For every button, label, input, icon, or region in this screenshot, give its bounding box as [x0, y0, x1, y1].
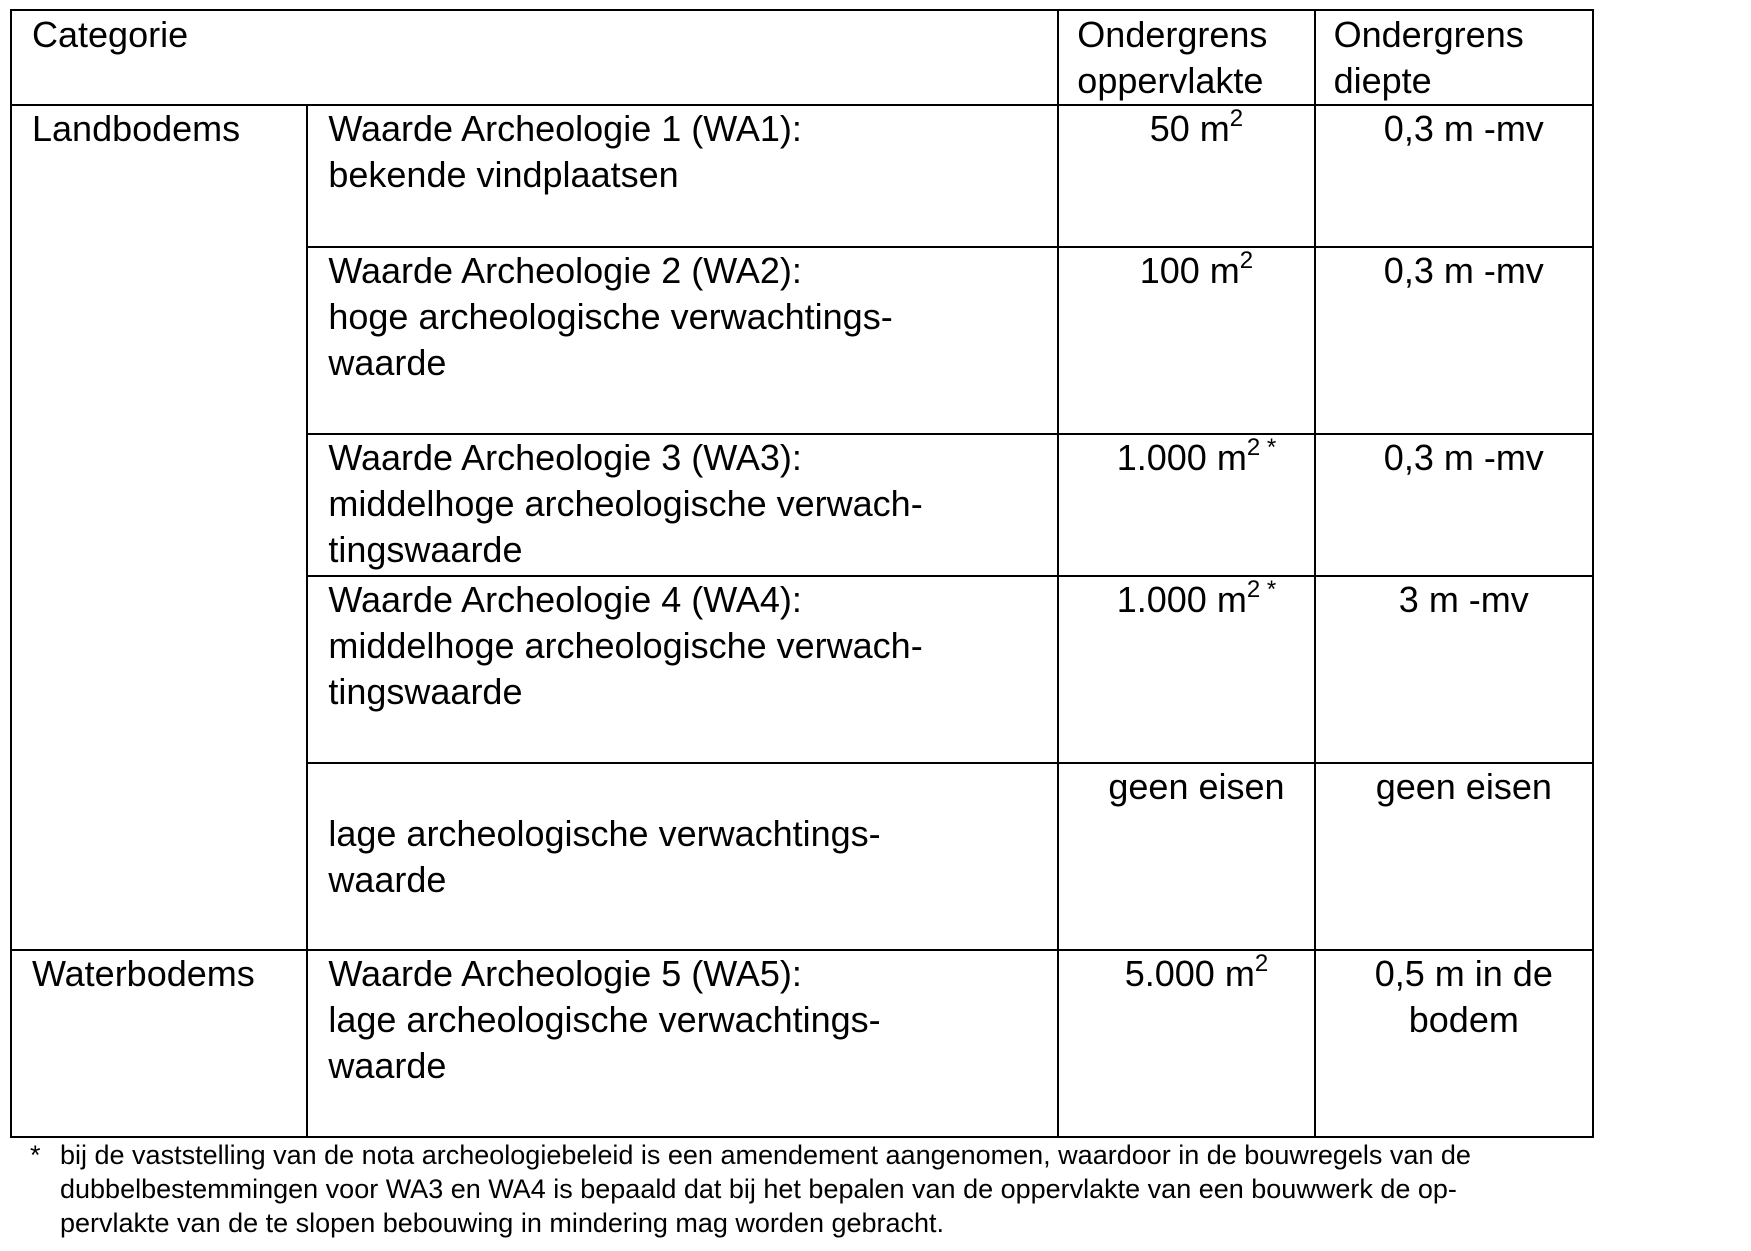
table-header-row: [11, 10, 1593, 105]
footnote-text: bij de vaststelling van de nota archeologiebeleid is een amendement aangenomen, waardoor in de bouwregels van de dubbelbestemmingen voor WA3 en WA4 is bepaald dat bij het bepalen van de oppervlakte van een bouwwerk de op- pervlakte van de te slopen bebouwing in mindering mag worden gebracht.: [60, 1140, 1471, 1238]
header-category: Categorie: [11, 10, 1058, 105]
depth-threshold: 3 m -mv: [1315, 576, 1593, 763]
depth-threshold: 0,3 m -mv: [1315, 105, 1593, 247]
header-surface-line2: oppervlakte: [1077, 60, 1264, 101]
archaeology-threshold-table: [10, 9, 1594, 1138]
depth-threshold: 0,3 m -mv: [1315, 434, 1593, 576]
depth-threshold: geen eisen: [1315, 763, 1593, 950]
row-description: Waarde Archeologie 4 (WA4): middelhoge archeologische verwach- tingswaarde: [307, 576, 1058, 763]
row-description: Waarde Archeologie 5 (WA5): lage archeologische verwachtings- waarde: [307, 950, 1058, 1137]
header-surface: [1058, 10, 1314, 105]
surface-threshold: geen eisen: [1058, 763, 1314, 950]
table-row: [11, 950, 1593, 1137]
header-surface-line1: Ondergrens: [1077, 14, 1268, 55]
surface-threshold: 100 $m^2$: [1058, 247, 1314, 434]
footnote: [30, 1138, 1750, 1240]
category-water: Waterbodems: [11, 950, 307, 1137]
depth-threshold: 0,5 m in de bodem: [1315, 950, 1593, 1137]
header-depth-line1: Ondergrens: [1333, 14, 1524, 55]
header-depth: [1315, 10, 1593, 105]
footnote-mark: *: [30, 1140, 41, 1170]
row-description: Waarde Archeologie 1 (WA1): bekende vindplaatsen: [307, 105, 1058, 247]
category-land: Landbodems: [11, 105, 307, 950]
header-depth-line2: diepte: [1333, 60, 1432, 101]
surface-threshold: 1.000 $m^{2 *}$: [1058, 434, 1314, 576]
surface-threshold: 1.000 $m^{2 *}$: [1058, 576, 1314, 763]
surface-threshold: 5.000 $m^2$: [1058, 950, 1314, 1137]
row-description: Waarde Archeologie 3 (WA3): middelhoge archeologische verwach- tingswaarde: [307, 434, 1058, 576]
depth-threshold: 0,3 m -mv: [1315, 247, 1593, 434]
row-description: lage archeologische verwachtings- waarde: [307, 763, 1058, 950]
row-description: Waarde Archeologie 2 (WA2): hoge archeologische verwachtings- waarde: [307, 247, 1058, 434]
surface-threshold: 50 $m^2$: [1058, 105, 1314, 247]
table-row: [11, 105, 1593, 247]
